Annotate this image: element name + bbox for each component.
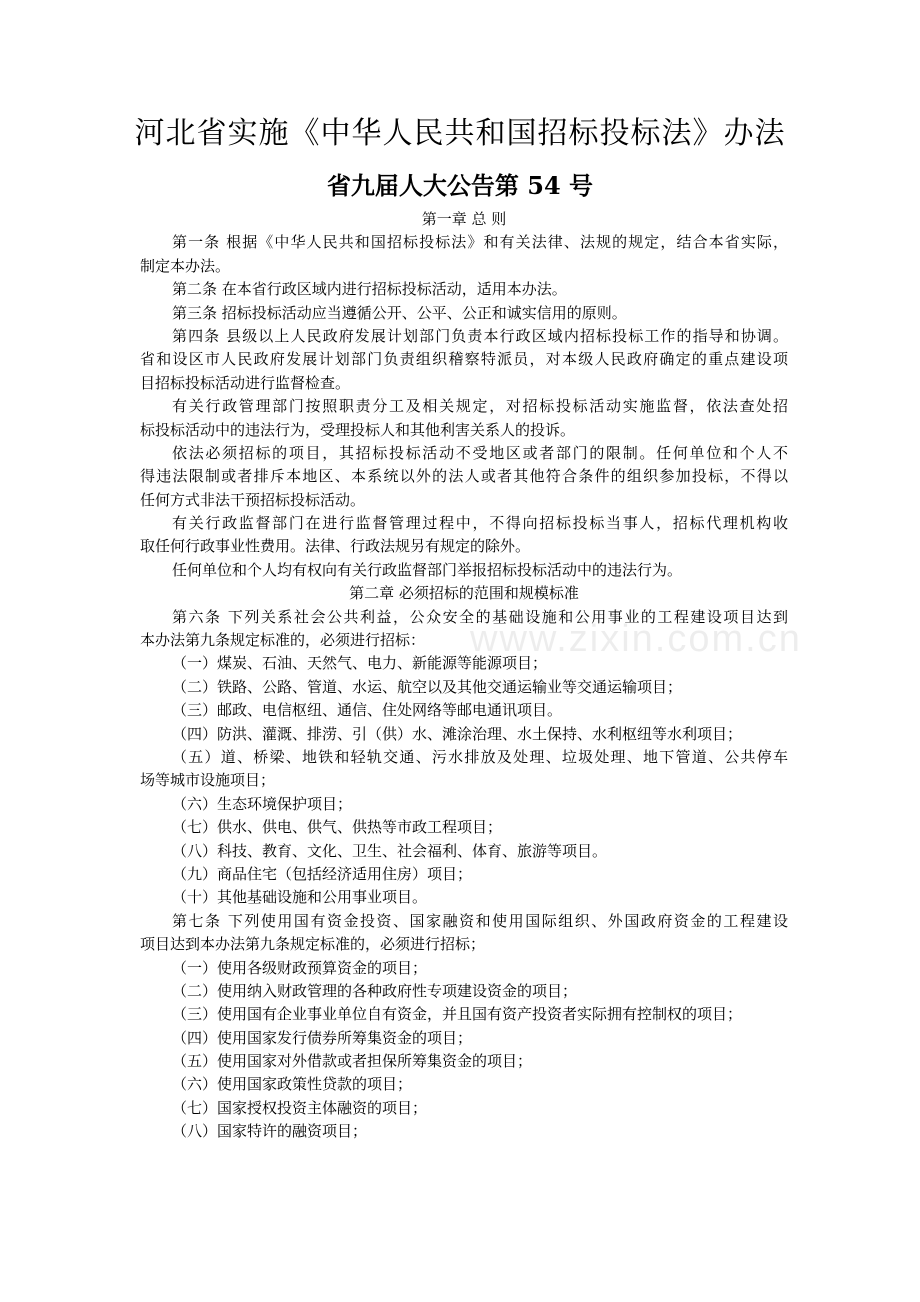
text-line: 有关行政监督部门在进行监督管理过程中，不得向招标投标当事人，招标代理机构收 bbox=[172, 514, 788, 533]
list-item: （八）国家特许的融资项目； bbox=[172, 1122, 368, 1141]
text-line: 得违法限制或者排斥本地区、本系统以外的法人或者其他符合条件的组织参加投标，不得以 bbox=[140, 467, 788, 486]
list-item: （四）防洪、灌溉、排涝、引（供）水、滩涂治理、水土保持、水利枢纽等水利项目； bbox=[172, 724, 743, 743]
text-line: 标投标活动中的违法行为，受理投标人和其他利害关系人的投诉。 bbox=[140, 420, 576, 439]
text-line: 省和设区市人民政府发展计划部门负责组织稽察特派员，对本级人民政府确定的重点建设项 bbox=[140, 350, 788, 369]
text-line: 第二条 在本省行政区域内进行招标投标活动，适用本办法。 bbox=[172, 280, 567, 299]
text-line: 制定本办法。 bbox=[140, 256, 231, 275]
chapter-heading: 第二章 必须招标的范围和规模标准 bbox=[349, 584, 579, 603]
text-line: 取任何行政事业性费用。法律、行政法规另有规定的除外。 bbox=[140, 537, 531, 556]
watermark: www.zixin.com.cn bbox=[470, 618, 802, 660]
text-line: 目招标投标活动进行监督检查。 bbox=[140, 373, 351, 392]
list-item: （一）煤炭、石油、天然气、电力、新能源等能源项目； bbox=[172, 654, 548, 673]
text-line: 任何方式非法干预招标投标活动。 bbox=[140, 490, 366, 509]
text-line: 项目达到本办法第九条规定标准的，必须进行招标； bbox=[140, 935, 486, 954]
list-item: （八）科技、教育、文化、卫生、社会福利、体育、旅游等项目。 bbox=[172, 841, 608, 860]
list-item: （五）使用国家对外借款或者担保所筹集资金的项目； bbox=[172, 1052, 533, 1071]
chapter-heading: 第一章 总 则 bbox=[421, 210, 507, 228]
text-line: 场等城市设施项目； bbox=[140, 771, 276, 790]
list-item: （三）使用国有企业事业单位自有资金，并且国有资产投资者实际拥有控制权的项目； bbox=[172, 1005, 743, 1024]
list-item: （七）供水、供电、供气、供热等市政工程项目； bbox=[172, 818, 503, 837]
text-line: 有关行政管理部门按照职责分工及相关规定，对招标投标活动实施监督，依法查处招 bbox=[172, 397, 788, 416]
text-line: 第一条 根据《中华人民共和国招标投标法》和有关法律、法规的规定，结合本省实际， bbox=[172, 233, 788, 252]
text-line: 第六条 下列关系社会公共利益，公众安全的基础设施和公用事业的工程建设项目达到 bbox=[172, 607, 788, 626]
list-item: （四）使用国家发行债券所筹集资金的项目； bbox=[172, 1028, 473, 1047]
list-item: （三）邮政、电信枢纽、通信、住处网络等邮电通讯项目。 bbox=[172, 701, 563, 720]
text-line: 第七条 下列使用国有资金投资、国家融资和使用国际组织、外国政府资金的工程建设 bbox=[172, 911, 788, 930]
list-item: （六）使用国家政策性贷款的项目； bbox=[172, 1075, 413, 1094]
list-item: （二）使用纳入财政管理的各种政府性专项建设资金的项目； bbox=[172, 981, 578, 1000]
list-item: （一）使用各级财政预算资金的项目； bbox=[172, 958, 428, 977]
text-line: 本办法第九条规定标准的，必须进行招标： bbox=[140, 631, 426, 650]
list-item: （五）道、桥梁、地铁和轻轨交通、污水排放及处理、垃圾处理、地下管道、公共停车 bbox=[172, 747, 788, 766]
list-item: （十）其他基础设施和公用事业项目。 bbox=[172, 888, 428, 907]
text-line: 第三条 招标投标活动应当遵循公开、公平、公正和诚实信用的原则。 bbox=[172, 303, 627, 322]
list-item: （六）生态环境保护项目； bbox=[172, 794, 353, 813]
list-item: （九）商品住宅（包括经济适用住房）项目； bbox=[172, 864, 473, 883]
text-line: 依法必须招标的项目，其招标投标活动不受地区或者部门的限制。任何单位和个人不 bbox=[172, 443, 788, 462]
text-line: 第四条 县级以上人民政府发展计划部门负责本行政区域内招标投标工作的指导和协调。 bbox=[172, 326, 788, 345]
text-line: 任何单位和个人均有权向有关行政监督部门举报招标投标活动中的违法行为。 bbox=[172, 560, 683, 579]
document-subtitle: 省九届人大公告第 54 号 bbox=[326, 171, 594, 200]
document-title: 河北省实施《中华人民共和国招标投标法》办法 bbox=[134, 116, 786, 151]
list-item: （二）铁路、公路、管道、水运、航空以及其他交通运输业等交通运输项目； bbox=[172, 677, 683, 696]
list-item: （七）国家授权投资主体融资的项目； bbox=[172, 1098, 428, 1117]
document-body bbox=[140, 208, 788, 1144]
